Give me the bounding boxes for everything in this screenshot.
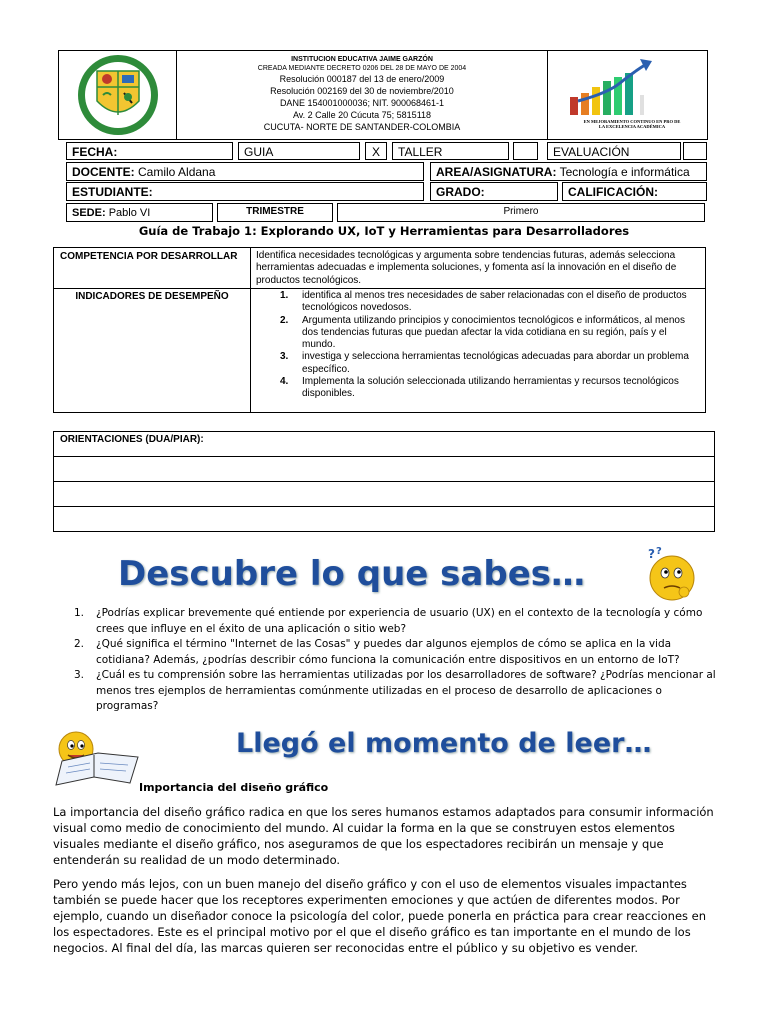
indicador-number: 3. <box>280 351 289 363</box>
docente-label: DOCENTE: <box>72 165 135 179</box>
indicador-item <box>280 315 700 352</box>
indicador-text: investiga y selecciona herramientas tecnológicas adecuadas para abordar un problema específico. <box>302 351 689 375</box>
question-text: ¿Podrías explicar brevemente qué entiende por experiencia de usuario (UX) en el contexto de la tecnología y cómo crees que influye en el éxito de una aplicación o sitio web? <box>96 607 703 635</box>
address: Av. 2 Calle 20 Cúcuta 75; 5815118 <box>292 110 432 120</box>
area-field <box>430 162 707 181</box>
question-item <box>72 606 722 637</box>
indicador-item <box>280 351 700 376</box>
dane-nit: DANE 154001000036; NIT. 900068461-1 <box>279 98 445 108</box>
reading-smiley-icon <box>50 727 140 789</box>
indicadores-label: INDICADORES DE DESEMPEÑO <box>75 291 229 302</box>
grado-label: GRADO: <box>436 185 485 199</box>
indicadores-list <box>280 290 700 401</box>
estudiante-field[interactable] <box>66 182 424 201</box>
sede-label: SEDE: <box>72 207 106 219</box>
sede-value: Pablo VI <box>108 207 151 219</box>
indicador-number: 4. <box>280 376 289 388</box>
calificacion-field[interactable] <box>562 182 707 201</box>
fecha-label: FECHA: <box>72 145 118 159</box>
question-text: ¿Qué significa el término "Internet de las Cosas" y puedes dar algunos ejemplos de cómo se aplica en la vida cotidiana? Además, ¿podrías describir cómo funciona la comunicación entre dispositivos en un entorno de IoT? <box>96 638 680 666</box>
docente-value: Camilo Aldana <box>138 165 216 179</box>
competencia-label: COMPETENCIA POR DESARROLLAR <box>60 251 238 262</box>
guia-option <box>238 142 360 160</box>
trimestre-label: TRIMESTRE <box>246 206 304 217</box>
question-number: 3. <box>74 669 85 681</box>
sede-field <box>66 203 213 222</box>
orientaciones-row-3[interactable] <box>54 507 714 531</box>
evaluacion-mark[interactable] <box>683 142 707 160</box>
guide-title: Guía de Trabajo 1: Explorando UX, IoT y Herramientas para Desarrolladores <box>138 224 630 238</box>
orientaciones-row-2[interactable] <box>54 482 714 506</box>
estudiante-label: ESTUDIANTE: <box>72 185 153 199</box>
grado-field[interactable] <box>430 182 558 201</box>
indicador-text: identifica al menos tres necesidades de saber relacionadas con el diseño de productos tecnológicos novedosos. <box>302 290 687 314</box>
paragraph-2: Pero yendo más lejos, con un buen manejo del diseño gráfico y con el uso de elementos visuales impactantes también se puede hacer que los receptores experimenten emociones y que actúen de diferentes modos. Por ejemplo, cuando un diseñador conoce la psicología del color, puede ponerla en práctica para crear reacciones en los espectadores. Este es el principal motivo por el que el diseño gráfico es tan importante en el mundo de los negocios. Al final del día, las marcas quieren ser reconocidas entre el público y su objetivo es vender. <box>53 877 707 955</box>
decree-text: CREADA MEDIANTE DECRETO 0206 DEL 28 DE MAYO DE 2004 <box>257 65 467 72</box>
resolution-2: Resolución 002169 del 30 de noviembre/2010 <box>270 86 454 96</box>
paragraph-1: La importancia del diseño gráfico radica en que los seres humanos estamos adaptados para consumir información visual como medio de conocimiento del mundo. Al cuidar la forma en la que se construyen estos elementos visuales mediante el diseño gráfico, nos aseguramos de que los espectadores recibirán un mensaje y que entenderán su realidad de un modo determinado. <box>53 805 714 867</box>
leer-subtitle: Importancia del diseño gráfico <box>139 781 329 794</box>
descubre-title: Descubre lo que sabes… <box>118 554 585 594</box>
growth-caption: EN MEJORAMIENTO CONTINUO EN PRO DE LA EXCELENCIA ACADÉMICA <box>583 119 681 129</box>
calificacion-label: CALIFICACIÓN: <box>568 185 658 199</box>
svg-text:?: ? <box>648 547 655 561</box>
competencia-text: Identifica necesidades tecnológicas y argumenta sobre tendencias futuras, además selecciona herramientas adecuadas e implementa soluciones, y fomenta así la innovación en el diseño de productos tecnológicos. <box>256 250 677 286</box>
indicador-number: 1. <box>280 290 289 301</box>
indicador-text: Implementa la solución seleccionada utilizando herramientas y recursos tecnológicos disponibles. <box>302 376 679 400</box>
orientaciones-row-1[interactable] <box>54 457 714 481</box>
taller-label: TALLER <box>398 145 443 159</box>
trimestre-value: Primero <box>503 206 539 217</box>
institution-info <box>177 51 547 139</box>
evaluacion-label: EVALUACIÓN <box>553 145 630 159</box>
guia-mark[interactable] <box>365 142 387 160</box>
trimestre-value-cell <box>337 203 705 222</box>
orientaciones-label: ORIENTACIONES (DUA/PIAR): <box>60 434 204 445</box>
question-item <box>72 668 722 715</box>
resolution-1: Resolución 000187 del 13 de enero/2009 <box>279 74 445 84</box>
svg-text:?: ? <box>656 546 662 557</box>
indicador-number: 2. <box>280 314 289 326</box>
taller-mark[interactable] <box>513 142 538 160</box>
competencia-table <box>53 247 706 413</box>
guia-mark-text: X <box>371 145 380 159</box>
taller-option <box>392 142 509 160</box>
descubre-questions <box>72 606 722 715</box>
institution-name: INSTITUCION EDUCATIVA JAIME GARZÓN <box>291 56 433 63</box>
indicador-item <box>280 376 700 401</box>
institution-header <box>58 50 708 140</box>
city: CUCUTA- NORTE DE SANTANDER-COLOMBIA <box>263 122 461 132</box>
question-number: 2. <box>74 638 85 650</box>
area-label: AREA/ASIGNATURA: <box>436 165 557 179</box>
docente-field <box>66 162 424 181</box>
question-item <box>72 637 722 668</box>
indicador-item <box>280 290 700 315</box>
fecha-field <box>66 142 233 160</box>
growth-chart-logo <box>547 51 707 139</box>
indicador-text: Argumenta utilizando principios y conocimientos tecnológicos e informáticos, al menos dos tendencias futuras que puedan afectar la vida cotidiana en su región, país y el mundo. <box>302 314 685 351</box>
thinking-smiley-icon <box>640 544 700 604</box>
orientaciones-table <box>53 431 715 532</box>
question-text: ¿Cuál es tu comprensión sobre las herramientas utilizadas por los desarrolladores de software? ¿Podrías mencionar al menos tres ejemplos de herramientas comúnmente utilizadas en el proceso de desarrollo de aplicaciones o programas? <box>96 669 716 712</box>
trimestre-label-cell <box>217 203 333 222</box>
area-value: Tecnología e informática <box>559 165 690 179</box>
guia-label: GUIA <box>244 145 274 159</box>
question-number: 1. <box>74 607 85 619</box>
leer-title: Llegó el momento de leer… <box>236 728 652 759</box>
school-logo <box>59 51 177 139</box>
evaluacion-option <box>547 142 681 160</box>
